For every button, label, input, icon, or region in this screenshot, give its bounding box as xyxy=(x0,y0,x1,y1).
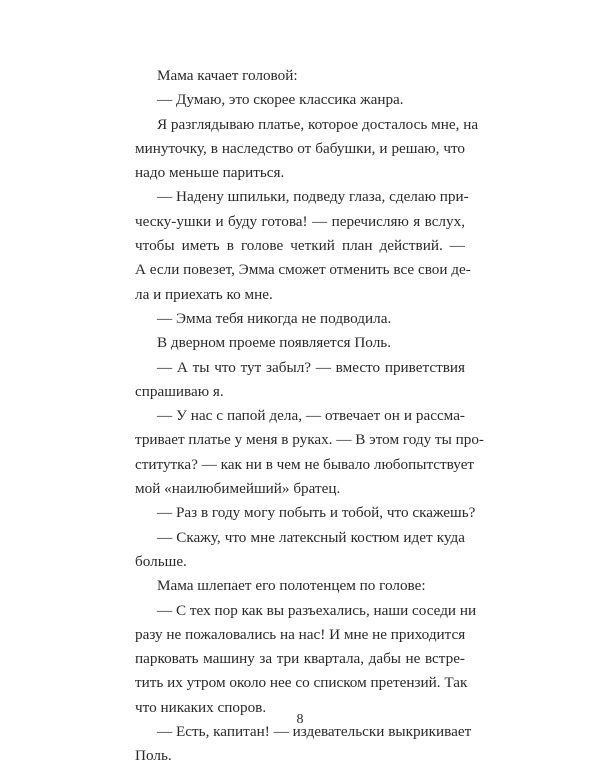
text-line: мой «наилюбимейший» братец. xyxy=(135,480,341,498)
text-line: — Эмма тебя никогда не подводила. xyxy=(157,309,392,327)
text-line: Поль. xyxy=(135,747,172,765)
page-body-text xyxy=(135,64,484,769)
text-line: — Надену шпильки, подведу глаза, сделаю при- xyxy=(157,188,469,206)
text-line: — С тех пор как вы разъехались, наши соседи ни xyxy=(157,601,477,619)
text-line: Мама качает головой: xyxy=(157,67,298,84)
text-line: разу не пожаловались на нас! И мне не приходится xyxy=(135,625,466,643)
text-line: — А ты что тут забыл? — вместо приветствия xyxy=(157,358,465,376)
text-line: ститутка? — как ни в чем не бывало любопытствует xyxy=(135,455,475,473)
text-line: чтобы иметь в голове четкий план действий. — xyxy=(135,237,465,255)
text-line: — Раз в году могу побыть и тобой, что скажешь? xyxy=(157,504,476,522)
text-line: — Есть, капитан! — издевательски выкрикивает xyxy=(157,723,472,741)
text-line: Я разглядываю платье, которое досталось мне, на xyxy=(157,115,479,133)
text-line: минуточку, в наследство от бабушки, и решаю, что xyxy=(135,139,465,157)
text-line: — Думаю, это скорее классика жанра. xyxy=(157,91,404,109)
text-line: больше. xyxy=(135,552,187,570)
page-number: 8 xyxy=(296,712,304,727)
text-line: — Скажу, что мне латексный костюм идет куда xyxy=(157,528,465,546)
text-line: надо меньше париться. xyxy=(135,164,285,182)
text-line: Мама шлепает его полотенцем по голове: xyxy=(157,577,426,595)
text-line: В дверном проеме появляется Поль. xyxy=(157,334,392,352)
text-line: что никаких споров. xyxy=(135,698,267,716)
text-line: А если повезет, Эмма сможет отменить все свои де- xyxy=(135,261,471,279)
text-line: ла и приехать ко мне. xyxy=(135,285,273,303)
text-line: ческу-ушки и буду готова! — перечисляю я вслух, xyxy=(135,212,465,230)
text-line: парковать машину за три квартала, дабы не встре- xyxy=(135,650,465,668)
text-line: — У нас с папой дела, — отвечает он и рассма- xyxy=(157,407,465,425)
text-line: тить их утром около нее со списком претензий. Так xyxy=(135,674,468,692)
text-line: спрашиваю я. xyxy=(135,382,224,400)
text-line: тривает платье у меня в руках. — В этом году ты про- xyxy=(135,431,484,449)
